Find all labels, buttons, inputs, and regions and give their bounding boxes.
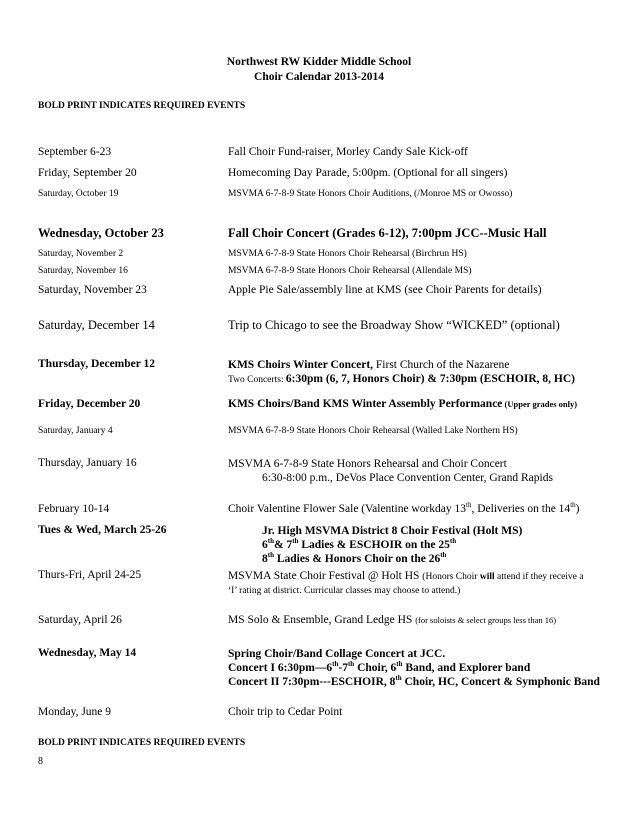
event-line: Jr. High MSVMA District 8 Choir Festival (Holt MS) — [262, 525, 523, 537]
event-description: MS Solo & Ensemble, Grand Ledge HS (for soloists & select groups less than 16) — [228, 614, 557, 626]
event-date: Wednesday, October 23 — [38, 226, 164, 240]
event-line: 6th& 7th Ladies & ESCHOIR on the 25th — [262, 537, 457, 551]
event-date: Saturday, October 19 — [38, 189, 119, 199]
event-title: KMS Choirs/Band KMS Winter Assembly Performance — [228, 398, 503, 410]
event-date: Friday, September 20 — [38, 167, 137, 179]
event-date: Thurs-Fri, April 24-25 — [38, 569, 142, 581]
event-description — [228, 457, 628, 485]
event-line: 8th Ladies & Honors Choir on the 26th — [262, 551, 447, 565]
event-description: MSVMA 6-7-8-9 State Honors Choir Rehearsal (Allendale MS) — [228, 266, 472, 276]
event-line: Concert II 7:30pm---ESCHOIR, 8th Choir, HC, Concert & Symphonic Band — [228, 674, 600, 688]
event-description: Fall Choir Fund-raiser, Morley Candy Sale Kick-off — [228, 146, 468, 158]
event-description: Trip to Chicago to see the Broadway Show “WICKED” (optional) — [228, 318, 560, 332]
event-line: 6:30-8:00 p.m., DeVos Place Convention Center, Grand Rapids — [262, 472, 553, 484]
event-description: MSVMA 6-7-8-9 State Honors Choir Auditions, (/Monroe MS or Owosso) — [228, 189, 513, 199]
event-date: Saturday, December 14 — [38, 318, 155, 332]
event-description — [228, 524, 638, 566]
event-date: February 10-14 — [38, 503, 110, 515]
event-date: Friday, December 20 — [38, 398, 141, 410]
event-detail-label: Two Concerts: — [228, 375, 286, 385]
event-venue: First Church of the Nazarene — [373, 359, 510, 371]
event-date: Wednesday, May 14 — [38, 647, 137, 659]
event-date: Saturday, April 26 — [38, 614, 122, 626]
event-description: Choir Valentine Flower Sale (Valentine workday 13th, Deliveries on the 14th) — [228, 501, 580, 515]
event-date: Tues & Wed, March 25-26 — [38, 524, 167, 536]
event-line: Concert I 6:30pm—6th-7th Choir, 6th Band, and Explorer band — [228, 660, 531, 674]
event-date: Thursday, January 16 — [38, 457, 137, 469]
event-line: MSVMA 6-7-8-9 State Honors Rehearsal and Choir Concert — [228, 458, 507, 470]
event-title: KMS Choirs Winter Concert, — [228, 359, 374, 371]
event-description — [228, 398, 628, 410]
event-date: Saturday, November 2 — [38, 249, 124, 259]
event-date: Monday, June 9 — [38, 706, 112, 718]
event-line: Spring Choir/Band Collage Concert at JCC. — [228, 648, 446, 660]
event-description: Apple Pie Sale/assembly line at KMS (see Choir Parents for details) — [228, 284, 542, 296]
required-notice-top: BOLD PRINT INDICATES REQUIRED EVENTS — [38, 101, 246, 111]
school-name: Northwest RW Kidder Middle School — [226, 56, 412, 68]
event-date: September 6-23 — [38, 146, 112, 158]
calendar-title: Choir Calendar 2013-2014 — [254, 71, 384, 83]
page-number: 8 — [38, 756, 43, 767]
event-description: MSVMA 6-7-8-9 State Honors Choir Rehearsal (Birchrun HS) — [228, 249, 467, 259]
event-detail: 6:30pm (6, 7, Honors Choir) & 7:30pm (ESCHOIR, 8, HC) — [285, 373, 576, 385]
event-note: (Upper grades only) — [502, 399, 578, 409]
event-date: Saturday, November 16 — [38, 266, 128, 276]
event-description: MSVMA 6-7-8-9 State Honors Choir Rehearsal (Walled Lake Northern HS) — [228, 426, 518, 436]
event-date: Saturday, November 23 — [38, 284, 147, 296]
event-description: MSVMA State Choir Festival @ Holt HS (Honors Choir will attend if they receive a ‘I’ rating at district. Curricular classes may choose to attend.) — [228, 570, 584, 596]
event-date: Saturday, January 4 — [38, 426, 113, 436]
event-description — [228, 358, 628, 387]
event-description: Fall Choir Concert (Grades 6-12), 7:00pm JCC--Music Hall — [228, 226, 547, 240]
event-description: Homecoming Day Parade, 5:00pm. (Optional for all singers) — [228, 167, 508, 179]
event-description — [228, 647, 628, 689]
required-notice-bottom: BOLD PRINT INDICATES REQUIRED EVENTS — [38, 738, 246, 748]
event-description: Choir trip to Cedar Point — [228, 706, 343, 718]
event-date: Thursday, December 12 — [38, 358, 156, 370]
